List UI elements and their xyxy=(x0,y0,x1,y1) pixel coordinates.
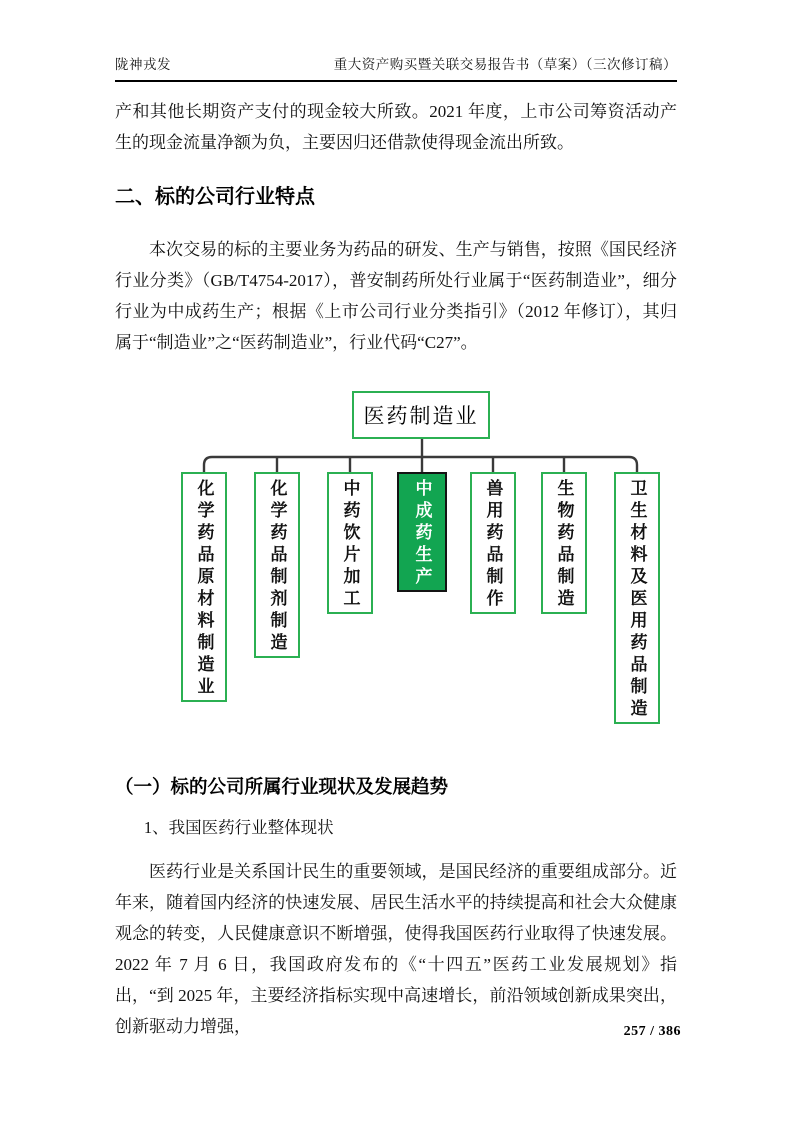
diagram-box-chemical-preparations xyxy=(254,472,300,658)
industry-taxonomy-diagram xyxy=(115,391,677,728)
diagram-box-veterinary-drugs xyxy=(470,472,516,614)
diagram-box-biological-products xyxy=(541,472,587,614)
diagram-box-label: 化学药品制剂制造 xyxy=(267,479,287,655)
diagram-box-sanitary-materials xyxy=(614,472,660,724)
diagram-box-herbal-slices xyxy=(327,472,373,614)
list-item-heading: 1、我国医药行业整体现状 xyxy=(143,818,334,837)
diagram-root-box xyxy=(352,391,490,439)
header-report-title: 重大资产购买暨关联交易报告书（草案）（三次修订稿） xyxy=(333,57,677,72)
diagram-box-chinese-patent-medicine-highlighted xyxy=(397,472,447,592)
diagram-box-label: 卫生材料及医用药品制造 xyxy=(627,479,647,721)
paragraph-industry-classification: 本次交易的标的主要业务为药品的研发、生产与销售，按照《国民经济行业分类》（GB/T4754-2017），普安制药所处行业属于“医药制造业”，细分行业为中成药生产；根据《上市公司行业分类指引》（2012 年修订），其归属于“制造业”之“医药制造业”，行业代码“C27”。 xyxy=(115,240,677,352)
diagram-box-label: 化学药品原材料制造业 xyxy=(194,479,214,699)
diagram-box-chemical-raw-materials xyxy=(181,472,227,702)
paragraph-industry-overview: 医药行业是关系国计民生的重要领域，是国民经济的重要组成部分。近年来，随着国内经济的快速发展、居民生活水平的持续提高和社会大众健康观念的转变，人民健康意识不断增强，使得我国医药行业取得了快速发展。2022 年 7 月 6 日，我国政府发布的《“十四五”医药工业发展规划》指出，“到 2025 年，主要经济指标实现中高速增长，前沿领域创新成果突出，创新驱动力增强， xyxy=(115,862,677,1036)
section-title: 二、标的公司行业特点 xyxy=(115,186,315,208)
page-content xyxy=(115,0,677,1042)
diagram-box-label: 中药饮片加工 xyxy=(340,479,360,611)
diagram-box-label: 生物药品制造 xyxy=(554,479,574,611)
subsection-title: （一）标的公司所属行业现状及发展趋势 xyxy=(115,776,449,797)
diagram-root-label: 医药制造业 xyxy=(363,404,479,428)
page-number: 257 / 386 xyxy=(623,1024,681,1039)
paragraph-cash-flow: 产和其他长期资产支付的现金较大所致。2021 年度，上市公司筹资活动产生的现金流量净额为负，主要因归还借款使得现金流出所致。 xyxy=(115,102,677,152)
diagram-box-label: 兽用药品制作 xyxy=(483,479,503,611)
page-header xyxy=(115,0,677,82)
header-company-name: 陇神戎发 xyxy=(115,57,171,72)
diagram-box-label: 中成药生产 xyxy=(412,479,432,589)
